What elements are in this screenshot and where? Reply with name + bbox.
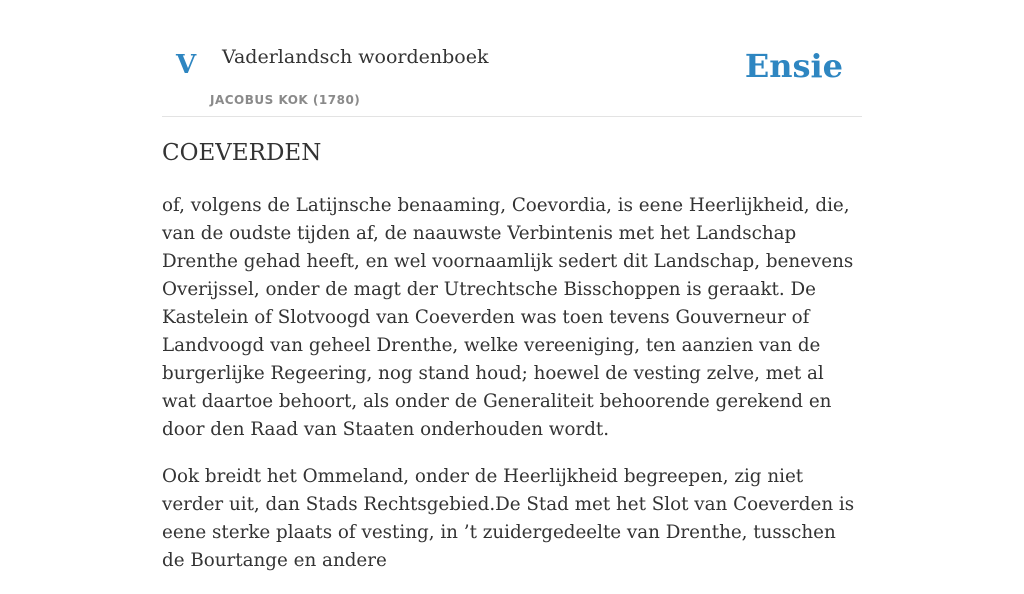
entry-paragraph: Ook breidt het Ommeland, onder de Heerlijkheid begreepen, zig niet verder uit, dan Stads Rechtsgebied.De Stad met het Slot van Coeverden is eene sterke plaats of vesting, in ’t zuidergedeelte van Drenthe, tusschen de Bourtange en andere [162,466,855,571]
entry-paragraph: of, volgens de Latijnsche benaaming, Coevordia, is eene Heerlijkheid, die, van de oudste tijden af, de naauwste Verbintenis met het Landschap Drenthe gehad heeft, en wel voornaamlijk sedert dit Landschap, benevens Overijssel, onder de magt der Utrechtsche Bisschoppen is geraakt. De Kastelein of Slotvoogd van Coeverden was toen tevens Gouverneur of Landvoogd van geheel Drenthe, welke vereeniging, ten aanzien van de burgerlijke Regeering, nog stand houd; hoewel de vesting zelve, met al wat daartoe behoort, als onder de Generaliteit behoorende gerekend en door den Raad van Staaten onderhouden wordt. [162,195,854,440]
entry-body [162,192,862,594]
ensie-logo[interactable]: Ensie [744,47,843,85]
book-logo-letter[interactable]: V [176,50,197,80]
book-title-link[interactable]: Vaderlandsch woordenboek [222,46,489,68]
header [162,0,862,117]
book-author: JACOBUS KOK (1780) [210,93,361,107]
entry-title: COEVERDEN [162,140,322,166]
